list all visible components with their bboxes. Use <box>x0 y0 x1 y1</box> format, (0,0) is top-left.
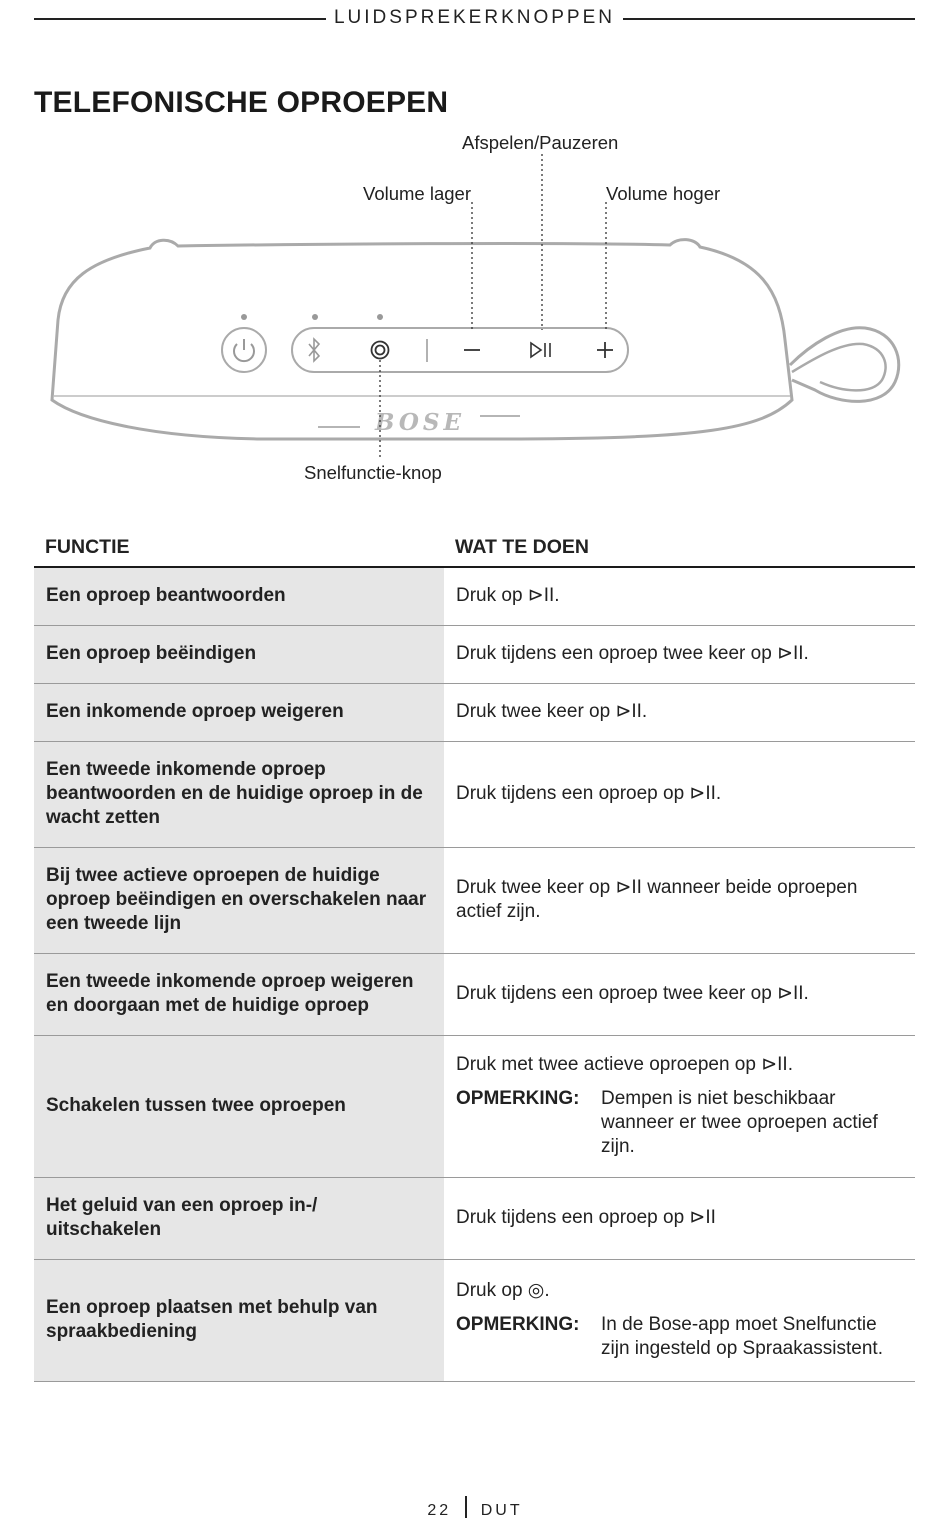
action-cell: Druk tijdens een oproep op ⊳II <box>444 1177 915 1259</box>
action-text: Druk met twee actieve oproepen op ⊳II. <box>456 1054 793 1075</box>
function-cell: Het geluid van een oproep in-/ uitschakelen <box>34 1177 444 1259</box>
svg-text:BOSE: BOSE <box>374 409 466 436</box>
function-cell: Een oproep beantwoorden <box>34 567 444 625</box>
table-row <box>34 1177 915 1259</box>
table-row <box>34 1035 915 1177</box>
action-cell: Druk op ⊳II. <box>444 567 915 625</box>
led-dot <box>241 314 247 320</box>
action-cell: Druk tijdens een oproep op ⊳II. <box>444 741 915 847</box>
table-row <box>34 567 915 625</box>
header-action: WAT TE DOEN <box>444 526 915 567</box>
power-button <box>222 328 266 372</box>
function-cell: Een oproep beëindigen <box>34 625 444 683</box>
callout-volume-up: Volume hoger <box>606 183 721 204</box>
section-title: LUIDSPREKERKNOPPEN <box>326 7 623 28</box>
table-row <box>34 683 915 741</box>
function-cell: Bij twee actieve oproepen de huidige oproep beëindigen en overschakelen naar een tweede lijn <box>34 847 444 953</box>
table-row <box>34 741 915 847</box>
function-table <box>34 526 915 1382</box>
action-cell: Druk tijdens een oproep twee keer op ⊳II. <box>444 953 915 1035</box>
page-title: TELEFONISCHE OPROEPEN <box>34 86 449 119</box>
table-row <box>34 1259 915 1381</box>
callout-volume-down: Volume lager <box>363 183 471 204</box>
table-row <box>34 625 915 683</box>
function-cell: Een oproep plaatsen met behulp van spraakbediening <box>34 1259 444 1381</box>
function-cell: Schakelen tussen twee oproepen <box>34 1035 444 1177</box>
language-code: DUT <box>480 1502 523 1520</box>
action-cell <box>444 1035 915 1177</box>
action-cell: Druk twee keer op ⊳II wanneer beide oproepen actief zijn. <box>444 847 915 953</box>
footer-separator <box>465 1496 467 1518</box>
speaker-illustration <box>0 120 950 500</box>
action-cell: Druk tijdens een oproep twee keer op ⊳II. <box>444 625 915 683</box>
note <box>456 1313 903 1361</box>
page-footer <box>0 1500 950 1522</box>
note-label: OPMERKING: <box>456 1088 580 1109</box>
function-cell: Een inkomende oproep weigeren <box>34 683 444 741</box>
header-function: FUNCTIE <box>34 526 444 567</box>
note-text: In de Bose-app moet Snelfunctie zijn ingesteld op Spraakassistent. <box>601 1314 883 1359</box>
led-dot <box>312 314 318 320</box>
note-text: Dempen is niet beschikbaar wanneer er twee oproepen actief zijn. <box>601 1088 878 1157</box>
led-dot <box>377 314 383 320</box>
callout-play-pause: Afspelen/Pauzeren <box>462 132 619 153</box>
action-text: Druk op ◎. <box>456 1280 550 1301</box>
function-cell: Een tweede inkomende oproep beantwoorden en de huidige oproep in de wacht zetten <box>34 741 444 847</box>
note <box>456 1087 903 1159</box>
note-label: OPMERKING: <box>456 1314 580 1335</box>
table-header-row <box>34 526 915 567</box>
table-row <box>34 953 915 1035</box>
table-row <box>34 847 915 953</box>
callout-shortcut: Snelfunctie-knop <box>304 462 442 483</box>
page-number: 22 <box>427 1502 452 1520</box>
speaker-diagram <box>0 120 950 500</box>
section-header <box>34 0 915 36</box>
action-cell: Druk twee keer op ⊳II. <box>444 683 915 741</box>
function-cell: Een tweede inkomende oproep weigeren en doorgaan met de huidige oproep <box>34 953 444 1035</box>
action-cell <box>444 1259 915 1381</box>
